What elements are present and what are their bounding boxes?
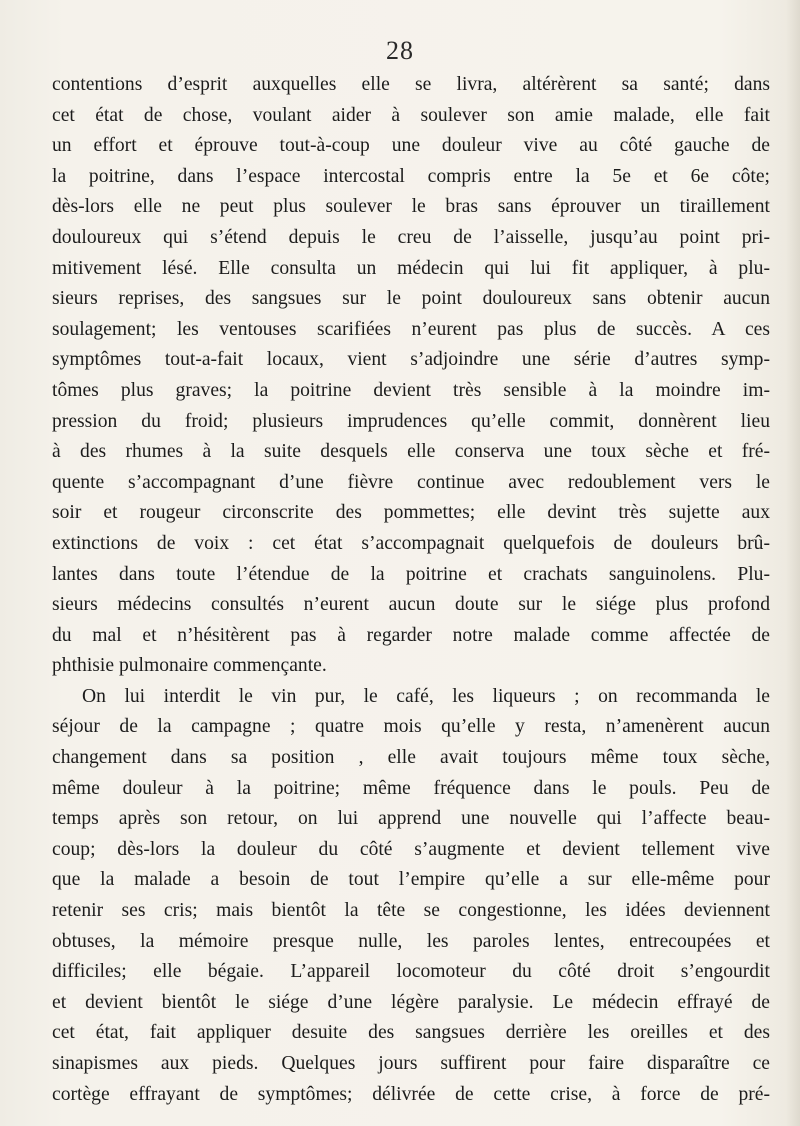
- text-line: obtuses, la mémoire presque nulle, les paroles lentes, entrecoupées et: [52, 930, 770, 952]
- text-line: contentions d’esprit auxquelles elle se livra, altérèrent sa santé; dans: [52, 74, 770, 95]
- text-line: même douleur à la poitrine; même fréquence dans le pouls. Peu de: [52, 777, 770, 799]
- paragraph-start-line: On lui interdit le vin pur, le café, les liqueurs ; on recommanda le: [82, 685, 770, 707]
- text-line: changement dans sa position , elle avait toujours même toux sèche,: [52, 747, 770, 769]
- text-line: sieurs médecins consultés n’eurent aucun doute sur le siége plus profond: [52, 594, 770, 616]
- text-line: sinapismes aux pieds. Quelques jours suffirent pour faire disparaître ce: [52, 1053, 770, 1074]
- text-line: la poitrine, dans l’espace intercostal compris entre la 5e et 6e côte;: [52, 165, 770, 187]
- text-line: symptômes tout-a-fait locaux, vient s’adjoindre une série d’autres symp-: [52, 349, 770, 371]
- text-line: soir et rougeur circonscrite des pommettes; elle devint très sujette aux: [52, 502, 770, 524]
- text-line: quente s’accompagnant d’une fièvre continue avec redoublement vers le: [52, 471, 770, 493]
- text-line: soulagement; les ventouses scarifiées n’eurent pas plus de succès. A ces: [52, 318, 770, 340]
- text-line: un effort et éprouve tout-à-coup une douleur vive au côté gauche de: [52, 135, 770, 157]
- text-line: dès-lors elle ne peut plus soulever le bras sans éprouver un tiraillement: [52, 196, 770, 218]
- text-line: cet état, fait appliquer desuite des sangsues derrière les oreilles et des: [52, 1022, 770, 1044]
- text-line: que la malade a besoin de tout l’empire qu’elle a sur elle-même pour: [52, 869, 770, 891]
- text-line: tômes plus graves; la poitrine devient très sensible à la moindre im-: [52, 379, 770, 401]
- text-line: temps après son retour, on lui apprend une nouvelle qui l’affecte beau-: [52, 808, 770, 830]
- text-line: cet état de chose, voulant aider à soulever son amie malade, elle fait: [52, 104, 770, 126]
- text-line: difficiles; elle bégaie. L’appareil locomoteur du côté droit s’engourdit: [52, 961, 770, 983]
- text-line: et devient bientôt le siége d’une légère paralysie. Le médecin effrayé de: [52, 991, 770, 1013]
- text-line: du mal et n’hésitèrent pas à regarder notre malade comme affectée de: [52, 624, 770, 646]
- text-line: douloureux qui s’étend depuis le creu de l’aisselle, jusqu’au point pri-: [52, 226, 770, 248]
- text-line: retenir ses cris; mais bientôt la tête se congestionne, les idées deviennent: [52, 900, 770, 922]
- text-line: lantes dans toute l’étendue de la poitrine et crachats sanguinolens. Plu-: [52, 563, 770, 585]
- text-line: sieurs reprises, des sangsues sur le point douloureux sans obtenir aucun: [52, 288, 770, 310]
- page-edge-shadow: [786, 0, 800, 1126]
- text-line: phthisie pulmonaire commençante.: [52, 655, 327, 677]
- text-line: coup; dès-lors la douleur du côté s’augmente et devient tellement vive: [52, 838, 770, 860]
- text-line: à des rhumes à la suite desquels elle conserva une toux sèche et fré-: [52, 441, 770, 463]
- text-line: cortège effrayant de symptômes; délivrée de cette crise, à force de pré-: [52, 1083, 770, 1105]
- page-number: 28: [386, 36, 414, 65]
- body-text: [52, 70, 770, 1110]
- text-line: séjour de la campagne ; quatre mois qu’elle y resta, n’amenèrent aucun: [52, 716, 770, 738]
- text-line: extinctions de voix : cet état s’accompagnait quelquefois de douleurs brû-: [52, 532, 770, 554]
- text-line: mitivement lésé. Elle consulta un médecin qui lui fit appliquer, à plu-: [52, 257, 770, 279]
- text-line: pression du froid; plusieurs imprudences qu’elle commit, donnèrent lieu: [52, 410, 770, 432]
